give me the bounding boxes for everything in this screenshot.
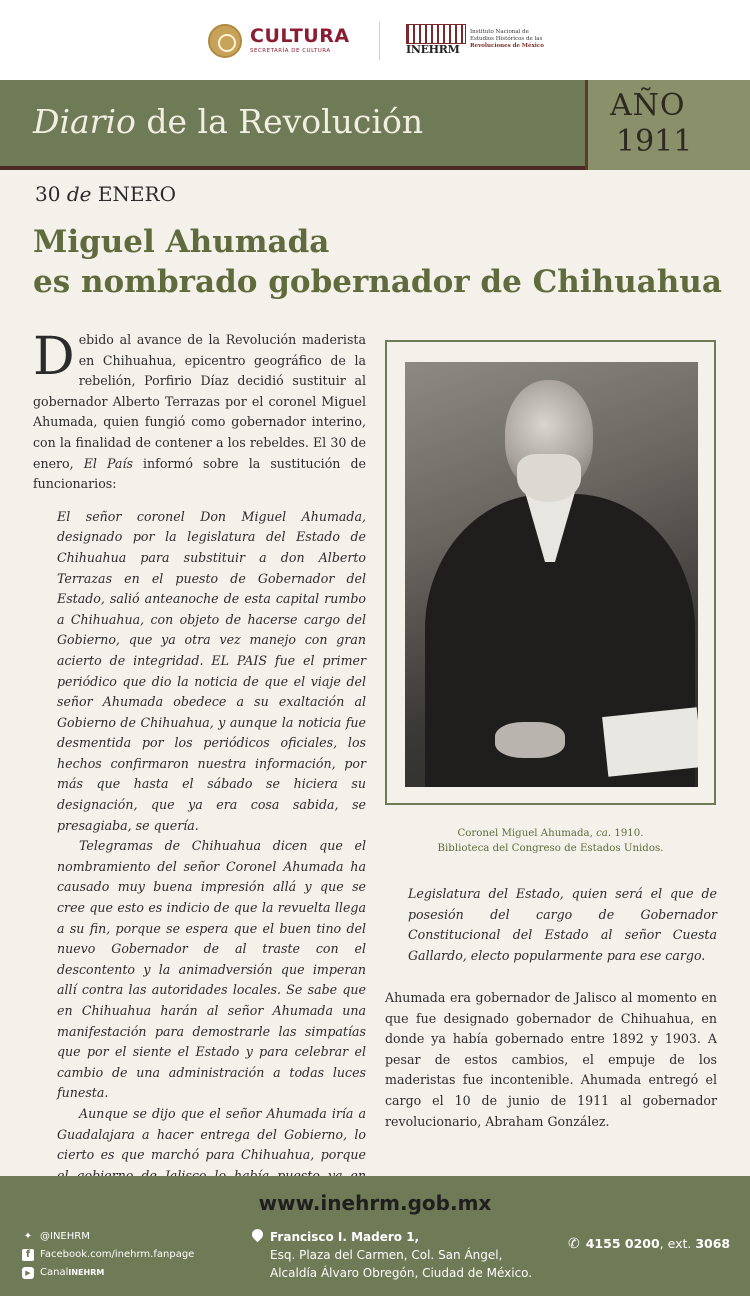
inehrm-line: Instituto Nacional de [470,29,529,35]
year-box [585,80,750,170]
photo-hand-shape [495,722,565,758]
footer [0,1176,750,1296]
cultura-subtitle: SECRETARÍA DE CULTURA [250,48,331,54]
address-lines [270,1228,532,1282]
facebook-icon: f [22,1249,34,1261]
newspaper-name: El País [83,455,133,471]
logo-header [0,0,750,80]
social-links [22,1228,194,1282]
twitter-icon: ✦ [23,1231,33,1242]
closing-paragraph: Ahumada era gobernador de Jalisco al momento en que fue designado gobernador de Chihuahua, en donde ya había gobernado entre 1892 y 1903. A pesar de estos cambios, el empuje de los maderistas fue incontenible. Ahumada entregó el cargo el 10 de junio de 1911 al gobernador revolucionario, Abraham González. [385,990,717,1129]
year-number: 1911 [616,124,693,159]
youtube-link[interactable] [22,1264,194,1282]
facebook-url: Facebook.com/inehrm.fanpage [40,1249,195,1260]
headline-line: Miguel Ahumada [33,224,330,260]
publication-title [33,102,423,141]
caption-source: Biblioteca del Congreso de Estados Unidos. [437,843,664,854]
building-icon [406,24,466,44]
phone-ext-label: , ext. [659,1236,696,1251]
intro-text-end: informó sobre la sustitución de funcionarios: [33,455,366,492]
phone[interactable] [568,1236,730,1252]
inehrm-logo[interactable] [406,24,546,60]
caption-year: 1910. [611,828,644,839]
quote-paragraph: Telegramas de Chihuahua dicen que el nombramiento del señor Coronel Ahumada ha causado muy buena impresión allá y que se cree que esto es indicio de que la revuelta llega a su fin, porque se espera que el buen tino del nuevo Gobernador de al traste con el descontento y la animadversión que imperan allí contra las autoridades locales. Se sabe que en Chihuahua harán al señor Ahumada una manifestación para demostrarle las simpatías que por el siente el Estado y para celebrar el cambio de una administración a todas luces funesta. [57,838,366,1101]
photo-frame [385,340,716,805]
address [252,1228,532,1282]
website-link[interactable]: www.inehrm.gob.mx [258,1191,492,1215]
inehrm-line: Revoluciones de México [470,43,544,49]
cultura-wordmark: CULTURA [250,25,350,47]
address-line: Esq. Plaza del Carmen, Col. San Ángel, [270,1248,503,1262]
date-day: 30 [35,182,61,206]
location-pin-icon [250,1227,266,1243]
date-month: ENERO [97,182,176,206]
caption-line [385,826,716,841]
photo-caption [385,826,716,856]
twitter-handle: @INEHRM [40,1231,90,1242]
quote-paragraph: El señor coronel Don Miguel Ahumada, designado por la legislatura del Estado de Chihuahua para substituir a don Alberto Terrazas en el puesto de Gobernador del Estado, salió anteanoche de esta capital rumbo a Chihuahua, con objeto de hacerse cargo del Gobierno, que ya otra vez manejo con gran acierto de integridad. EL PAIS fue el primer periódico que dio la noticia de que el viaje del señor Ahumada obedece a su exaltación al Gobierno de Chihuahua, y aunque la noticia fue desmentida por los periódicos oficiales, los hechos confirmaron nuestra información, por más que hasta el sábado se hiciera su designación, que ya era cosa sabida, se presagiaba, se quería. [57,508,366,833]
drop-cap: D [33,327,75,387]
facebook-link[interactable] [22,1246,194,1264]
publication-title-rest: de la Revolución [135,102,424,141]
address-street [270,1228,532,1246]
youtube-channel: INEHRM [68,1268,105,1277]
publication-title-italic: Diario [33,102,136,141]
national-seal-icon [208,24,242,58]
quote-paragraph: Aunque se dijo que el señor Ahumada iría a Guadalajara a hacer entrega del Gobierno, lo cierto es que marchó para Chihuahua, porque [57,1105,366,1163]
cultura-logo[interactable] [208,22,368,62]
photo-paper-shape [602,707,698,777]
inehrm-line: Estudios Históricos de las [470,36,543,42]
headline-line: es nombrado gobernador de Chihuahua [33,264,722,300]
address-street-bold: Francisco I. Madero 1, [270,1230,420,1244]
portrait-photo[interactable] [405,362,698,787]
phone-icon: ✆ [568,1236,580,1252]
entry-date [35,182,176,206]
article-left-column [33,327,366,1228]
caption-circa: ca. [596,828,612,839]
date-de: de [66,182,92,206]
headline [33,222,722,302]
logo-divider [379,22,380,60]
address-line: Alcaldía Álvaro Obregón, Ciudad de México. [270,1266,533,1280]
inehrm-full-name [470,29,544,50]
youtube-icon: ▶ [22,1267,34,1279]
phone-number: 4155 0200 [585,1236,660,1251]
caption-text: Coronel Miguel Ahumada, [457,828,597,839]
phone-ext: 3068 [695,1236,731,1251]
inehrm-wordmark: INEHRM [406,43,460,56]
photo-beard-shape [517,454,581,502]
intro-text: ebido al avance de la Revolución maderista en Chihuahua, epicentro geográfico de la rebelión, Porfirio Díaz decidió sustituir al gobernador Alberto Terrazas por el coronel Miguel Ahumada, quien fungió como gobernador interino, con la finalidad de contener a los rebeldes. El 30 de enero, [33,332,366,471]
youtube-prefix: Canal [40,1267,69,1278]
year-label: AÑO [610,88,686,123]
quote-continuation: Legislatura del Estado, quien será el que de posesión del cargo de Gobernador Constitucional del Estado al señor Cuesta Gallardo, electo popularmente para ese cargo. [408,886,717,963]
twitter-link[interactable] [22,1228,194,1246]
intro-paragraph [33,327,366,495]
